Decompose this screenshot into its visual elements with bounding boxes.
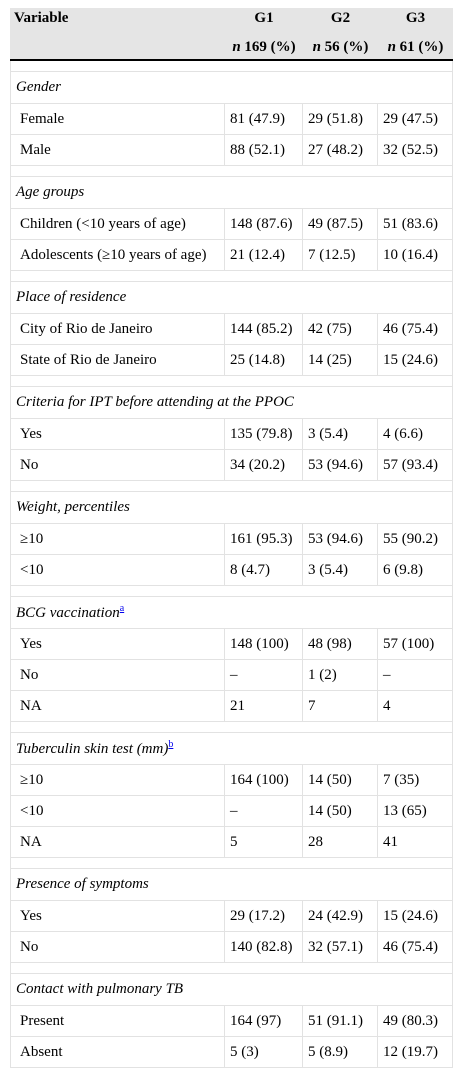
table-row	[10, 419, 453, 450]
row-label: Yes	[10, 901, 225, 932]
cell-g3: 46 (75.4)	[378, 932, 453, 963]
cell-g2: 42 (75)	[303, 314, 378, 345]
spacer-cell	[10, 586, 453, 597]
cell-g3: 15 (24.6)	[378, 345, 453, 376]
cell-g3: 29 (47.5)	[378, 104, 453, 135]
variable-subheader	[10, 33, 225, 61]
section-spacer	[10, 858, 453, 869]
cell-g3: –	[378, 660, 453, 691]
section-title	[10, 72, 453, 104]
spacer-cell	[10, 858, 453, 869]
section-spacer	[10, 586, 453, 597]
cell-g3: 41	[378, 827, 453, 858]
row-label: Adolescents (≥10 years of age)	[10, 240, 225, 271]
cell-g2: 3 (5.4)	[303, 555, 378, 586]
table-row	[10, 104, 453, 135]
row-label: ≥10	[10, 524, 225, 555]
section-title-text: Presence of symptoms	[16, 876, 149, 892]
row-label: Children (<10 years of age)	[10, 209, 225, 240]
cell-g2: 29 (51.8)	[303, 104, 378, 135]
section-row	[10, 974, 453, 1006]
group-header-g3: G3	[378, 8, 453, 33]
table-row	[10, 314, 453, 345]
cell-g2: 28	[303, 827, 378, 858]
section-spacer	[10, 963, 453, 974]
section-row	[10, 282, 453, 314]
cell-g3: 46 (75.4)	[378, 314, 453, 345]
table-row	[10, 660, 453, 691]
table-row	[10, 240, 453, 271]
row-label: No	[10, 660, 225, 691]
count-header-g2	[303, 33, 378, 61]
spacer-cell	[10, 722, 453, 733]
section-spacer	[10, 271, 453, 282]
spacer-cell	[10, 481, 453, 492]
table-row	[10, 932, 453, 963]
cell-g1: –	[225, 660, 303, 691]
row-label: <10	[10, 555, 225, 586]
cell-g1: –	[225, 796, 303, 827]
section-spacer	[10, 61, 453, 72]
section-spacer	[10, 481, 453, 492]
table-row	[10, 629, 453, 660]
section-spacer	[10, 166, 453, 177]
cell-g2: 27 (48.2)	[303, 135, 378, 166]
section-row	[10, 387, 453, 419]
cell-g1: 5	[225, 827, 303, 858]
row-label: Male	[10, 135, 225, 166]
cell-g1: 140 (82.8)	[225, 932, 303, 963]
section-title-text: Criteria for IPT before attending at the PPOC	[16, 394, 294, 410]
cell-g2: 32 (57.1)	[303, 932, 378, 963]
cell-g2: 14 (50)	[303, 765, 378, 796]
section-title-text: BCG vaccination	[16, 605, 120, 621]
footnote-link[interactable]: a	[119, 603, 125, 614]
cell-g3: 57 (93.4)	[378, 450, 453, 481]
cell-g1: 8 (4.7)	[225, 555, 303, 586]
section-title	[10, 282, 453, 314]
cell-g3: 10 (16.4)	[378, 240, 453, 271]
cell-g3: 4	[378, 691, 453, 722]
n-symbol: n	[387, 38, 396, 55]
cell-g1: 88 (52.1)	[225, 135, 303, 166]
section-title	[10, 733, 453, 765]
row-label: Absent	[10, 1037, 225, 1068]
section-title	[10, 177, 453, 209]
cell-g3: 12 (19.7)	[378, 1037, 453, 1068]
row-label: Female	[10, 104, 225, 135]
section-spacer	[10, 376, 453, 387]
count-header-g1	[225, 33, 303, 61]
cell-g1: 135 (79.8)	[225, 419, 303, 450]
section-spacer	[10, 722, 453, 733]
table-row	[10, 765, 453, 796]
cell-g1: 148 (87.6)	[225, 209, 303, 240]
section-title	[10, 597, 453, 629]
cell-g3: 7 (35)	[378, 765, 453, 796]
cell-g2: 24 (42.9)	[303, 901, 378, 932]
cell-g2: 7	[303, 691, 378, 722]
table-row	[10, 524, 453, 555]
spacer-cell	[10, 271, 453, 282]
count-header-g3	[378, 33, 453, 61]
cell-g2: 48 (98)	[303, 629, 378, 660]
cell-g2: 53 (94.6)	[303, 524, 378, 555]
group-header-g2: G2	[303, 8, 378, 33]
section-title-text: Gender	[16, 79, 61, 95]
spacer-cell	[10, 166, 453, 177]
section-title-text: Contact with pulmonary TB	[16, 981, 184, 997]
cell-g1: 25 (14.8)	[225, 345, 303, 376]
cell-g1: 164 (97)	[225, 1006, 303, 1037]
group-header-g1: G1	[225, 8, 303, 33]
row-label: Yes	[10, 629, 225, 660]
spacer-cell	[10, 963, 453, 974]
cell-g1: 81 (47.9)	[225, 104, 303, 135]
variable-header: Variable	[10, 8, 225, 33]
cell-g2: 1 (2)	[303, 660, 378, 691]
cell-g2: 14 (25)	[303, 345, 378, 376]
footnote-link[interactable]: b	[168, 739, 174, 750]
row-label: Present	[10, 1006, 225, 1037]
section-row	[10, 597, 453, 629]
cell-g2: 49 (87.5)	[303, 209, 378, 240]
cell-g1: 144 (85.2)	[225, 314, 303, 345]
cell-g3: 13 (65)	[378, 796, 453, 827]
table-row	[10, 135, 453, 166]
section-title-text: Age groups	[16, 184, 85, 200]
cell-g2: 7 (12.5)	[303, 240, 378, 271]
row-label: <10	[10, 796, 225, 827]
cell-g1: 21 (12.4)	[225, 240, 303, 271]
row-label: State of Rio de Janeiro	[10, 345, 225, 376]
cell-g3: 6 (9.8)	[378, 555, 453, 586]
table-row	[10, 450, 453, 481]
table-row	[10, 555, 453, 586]
row-label: ≥10	[10, 765, 225, 796]
table-row	[10, 209, 453, 240]
cell-g3: 57 (100)	[378, 629, 453, 660]
section-title-text: Tuberculin skin test (mm)	[16, 741, 169, 757]
cell-g1: 148 (100)	[225, 629, 303, 660]
table-row	[10, 1006, 453, 1037]
section-row	[10, 177, 453, 209]
cell-g2: 5 (8.9)	[303, 1037, 378, 1068]
cell-g2: 3 (5.4)	[303, 419, 378, 450]
cell-g1: 164 (100)	[225, 765, 303, 796]
row-label: NA	[10, 827, 225, 858]
table-body	[10, 61, 453, 1068]
data-table	[10, 8, 453, 1068]
cell-g1: 21	[225, 691, 303, 722]
count-value: 169 (%)	[240, 38, 296, 55]
cell-g1: 5 (3)	[225, 1037, 303, 1068]
cell-g1: 161 (95.3)	[225, 524, 303, 555]
cell-g2: 53 (94.6)	[303, 450, 378, 481]
cell-g2: 51 (91.1)	[303, 1006, 378, 1037]
n-symbol: n	[312, 38, 321, 55]
cell-g3: 15 (24.6)	[378, 901, 453, 932]
section-row	[10, 72, 453, 104]
table-row	[10, 1037, 453, 1068]
section-row	[10, 869, 453, 901]
section-title	[10, 869, 453, 901]
count-value: 56 (%)	[320, 38, 369, 55]
row-label: City of Rio de Janeiro	[10, 314, 225, 345]
table-row	[10, 901, 453, 932]
section-title-text: Weight, percentiles	[16, 499, 130, 515]
cell-g1: 34 (20.2)	[225, 450, 303, 481]
section-row	[10, 733, 453, 765]
section-title	[10, 492, 453, 524]
row-label: Yes	[10, 419, 225, 450]
table-row	[10, 691, 453, 722]
cell-g3: 55 (90.2)	[378, 524, 453, 555]
n-symbol: n	[232, 38, 241, 55]
table-row	[10, 796, 453, 827]
table-row	[10, 827, 453, 858]
cell-g1: 29 (17.2)	[225, 901, 303, 932]
row-label: No	[10, 932, 225, 963]
count-value: 61 (%)	[395, 38, 444, 55]
section-row	[10, 492, 453, 524]
spacer-cell	[10, 376, 453, 387]
cell-g3: 51 (83.6)	[378, 209, 453, 240]
section-title-text: Place of residence	[16, 289, 127, 305]
section-title	[10, 974, 453, 1006]
spacer-cell	[10, 61, 453, 72]
cell-g3: 49 (80.3)	[378, 1006, 453, 1037]
table-row	[10, 345, 453, 376]
section-title	[10, 387, 453, 419]
table-header	[10, 8, 453, 61]
cell-g3: 4 (6.6)	[378, 419, 453, 450]
cell-g3: 32 (52.5)	[378, 135, 453, 166]
row-label: No	[10, 450, 225, 481]
row-label: NA	[10, 691, 225, 722]
cell-g2: 14 (50)	[303, 796, 378, 827]
